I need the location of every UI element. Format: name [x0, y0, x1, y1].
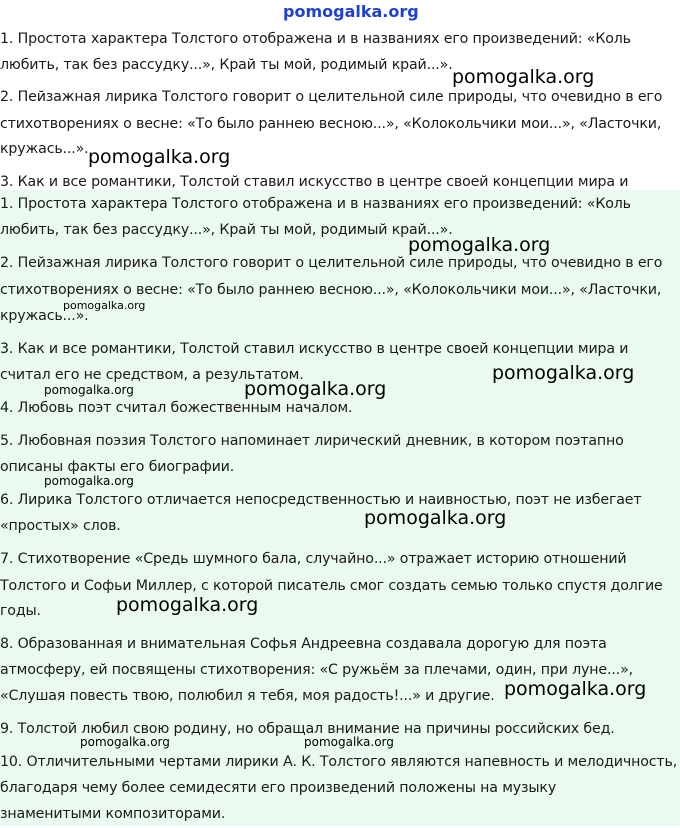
item-2-line-3: кружась...».	[0, 308, 89, 324]
item-3-line-1: 3. Как и все романтики, Толстой ставил искусство в центре своей концепции мира и	[0, 341, 629, 357]
watermark: pomogalka.org	[244, 378, 387, 400]
item-10-line-1: 10. Отличительными чертами лирики А. К. Толстого являются напевность и мелодичность,	[0, 754, 678, 770]
item-1-line-1: 1. Простота характера Толстого отображена и в названиях его произведений: «Коль	[0, 196, 631, 212]
watermark: pomogalka.org	[44, 474, 134, 488]
item-3-line-2: считал его не средством, а результатом.	[0, 367, 304, 383]
item-1-line-2: любить, так без рассудку...», Край ты мой, родимый край...».	[0, 222, 453, 238]
item-6-line-2: «простых» слов.	[0, 518, 121, 534]
item-8-line-1: 8. Образованная и внимательная Софья Андреевна создавала дорогую для поэта	[0, 636, 607, 652]
item-2-line-1: 2. Пейзажная лирика Толстого говорит о целительной силе природы, что очевидно в его	[0, 255, 663, 271]
watermark: pomogalka.org	[364, 507, 507, 529]
top-item-2-line-3: кружась...».	[0, 141, 89, 157]
item-2-line-2: стихотворениях о весне: «То было раннею весною...», «Колокольчики мои...», «Ласточки,	[0, 282, 662, 298]
item-7-line-1: 7. Стихотворение «Средь шумного бала, случайно...» отражает историю отношений	[0, 551, 627, 567]
watermark: pomogalka.org	[116, 594, 259, 616]
site-logo[interactable]: pomogalka.org	[283, 2, 419, 21]
top-item-2-line-1: 2. Пейзажная лирика Толстого говорит о целительной силе природы, что очевидно в его	[0, 89, 663, 105]
item-6-line-1: 6. Лирика Толстого отличается непосредственностью и наивностью, поэт не избегает	[0, 492, 642, 508]
top-item-3-line-1: 3. Как и все романтики, Толстой ставил искусство в центре своей концепции мира и	[0, 174, 629, 190]
watermark: pomogalka.org	[44, 383, 134, 397]
item-9-line-1: 9. Толстой любил свою родину, но обращал внимание на причины российских бед.	[0, 721, 615, 737]
top-item-1-line-1: 1. Простота характера Толстого отображена и в названиях его произведений: «Коль	[0, 31, 631, 47]
item-8-line-3: «Слушая повесть твою, полюбил я тебя, моя радость!...» и другие.	[0, 688, 495, 704]
watermark: pomogalka.org	[452, 66, 595, 88]
item-10-line-2: благодаря чему более семидесяти его произведений положены на музыку	[0, 780, 557, 796]
item-5-line-2: описаны факты его биографии.	[0, 459, 235, 475]
top-item-2-line-2: стихотворениях о весне: «То было раннею весною...», «Колокольчики мои...», «Ласточки,	[0, 116, 662, 132]
item-5-line-1: 5. Любовная поэзия Толстого напоминает лирический дневник, в котором поэтапно	[0, 433, 624, 449]
item-10-line-3: знаменитыми композиторами.	[0, 806, 226, 822]
item-7-line-2: Толстого и Софьи Миллер, с которой писатель смог создать семью только спустя долгие	[0, 578, 663, 594]
watermark: pomogalka.org	[80, 735, 170, 749]
watermark: pomogalka.org	[492, 362, 635, 384]
watermark: pomogalka.org	[304, 735, 394, 749]
watermark: pomogalka.org	[504, 678, 647, 700]
watermark: pomogalka.org	[408, 234, 551, 256]
item-8-line-2: атмосферу, ей посвящены стихотворения: «С ружьём за плечами, один, при луне...»,	[0, 662, 633, 678]
top-item-1-line-2: любить, так без рассудку...», Край ты мой, родимый край...».	[0, 57, 453, 73]
watermark: pomogalka.org	[88, 146, 231, 168]
item-7-line-3: годы.	[0, 603, 41, 619]
watermark: pomogalka.org	[63, 299, 146, 312]
item-4-line-1: 4. Любовь поэт считал божественным началом.	[0, 400, 353, 416]
